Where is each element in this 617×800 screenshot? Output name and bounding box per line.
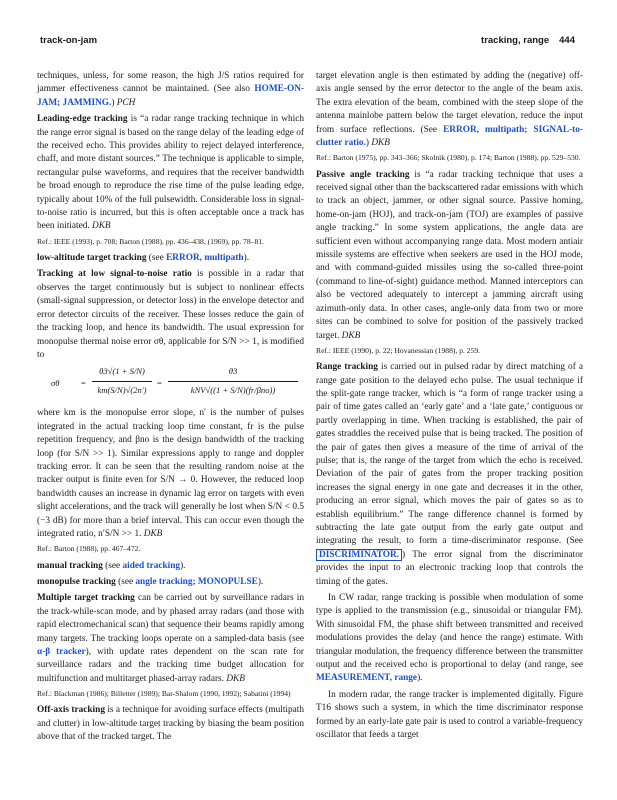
references: Ref.: IEEE (1993), p. 708; Barton (1988), pp. 436–438, (1969), pp. 78–81.	[37, 236, 264, 246]
cross-reference-link[interactable]: angle tracking; MONOPULSE	[135, 577, 258, 587]
running-head-section: tracking, range	[481, 35, 550, 46]
entry-low-altitude-target-tracking: low-altitude target tracking (see ERROR, multipath).	[37, 253, 250, 264]
entry-passive-angle-tracking: Passive angle tracking is “a radar tracking technique that uses a received signal other than the backscattered radar emissions with which to track an object, jammer, or other signal source. Passive homing, home-on-jam (HOJ), and track-on-jam (TOJ) are examples of passive angle tracking.” In some system applications, the angle data are sufficient even without accompanying range data. Most modern antiair missile systems are effective when seekers are used in the HOJ mode, and with command-guided missiles using the so-called three-point (command to line-of-sight) guidance method. Manned interceptors can also be vectored adequately to intercept a jamming aircraft using azimuth-only data. In other cases, angle-only data from two or more sites can be combined to solve for position of the passively tracked target. DKB	[316, 169, 583, 341]
equals-sign: =	[157, 378, 162, 389]
cross-reference-link[interactable]: α-β tracker	[37, 647, 86, 658]
fraction-2-denominator: kNV√((1 + S/N)(fr/βno))	[190, 384, 276, 395]
running-head	[40, 35, 575, 49]
author-initials: DKB	[341, 330, 361, 341]
cross-reference-link[interactable]: MEASUREMENT, range	[316, 673, 418, 684]
references: Ref.: Barton (1975), pp. 343–366; Skolnik (1980), p. 174; Barton (1988), pp. 529–530.	[316, 153, 581, 163]
entry-multiple-target-tracking: Multiple target tracking can be carried out by surveillance radars in the track-while-scan mode, and by phased array radars (and those with rapid electromechanical scan) that sequence their beams rapidly among many targets. The tracking loops operate on a sampled-data basis (see α-β tracker), with update rates dependent on the scan rate for surveillance radars and the tracking time budget allocation for multifunction and multitarget phased-array radars. DKB	[37, 593, 305, 684]
continuation-paragraph: target elevation angle is then estimated by adding the (negative) off-axis angle sensed by the error detector to the angle of the beam axis. The extra elevation of the beam, combined with the steep slope of the antenna mainlobe pattern below the target elevation, reduce the input from surface reflections. (See ERROR, multipath; SIGNAL-to-clutter ratio.) DKB	[316, 71, 583, 149]
entry-manual-tracking: manual tracking (see aided tracking).	[37, 560, 186, 571]
cross-reference-link[interactable]: ERROR, multipath; SIGNAL-to-clutter ratio.	[316, 124, 583, 149]
equation-explanation: where km is the monopulse error slope, n′ is the number of pulses integrated in the actual tracking loop time constant, fr is the pulse repetition frequency, and βno is the design bandwidth of the tracking loop (for S/N >> 1). Similar expressions apply to range and doppler tracking error. It can be seen that the resulting random noise at the tracker output is finite even for S/N → 0. However, the reduced loop bandwidth causes an increase in dynamic lag error on targets with even slight accelerations, and the track will generally be lost when S/N < 0.5 (−3 dB) for more than a brief interval. This can occur even though the integrated ratio, n′S/N >> 1. DKB	[37, 408, 304, 539]
fraction-1-numerator: θ3√(1 + S/N)	[99, 366, 145, 377]
equation-lhs: σθ	[51, 378, 60, 389]
entry-range-tracking: Range tracking is carried out in pulsed radar by direct matching of a range gate position to the delayed echo pulse. The usual technique if the split-gate range tracker, which is “a form of range tracker using a pair of time gates called an ‘early gate’ and a ‘late gate,’ contiguous or partly overlapping in time. When tracking is established, the pair of gates straddles the received pulse that is being tracked. The position of the pair of gates then gives a measure of the time of arrival of the pulse; that is, the range of the target from which the echo is received. Deviation of the pair of gates from the proper tracking position increases the signal energy in one gate and decreases it in the other, producing an error signal, which moves the pair of gates so as to establish equilibrium.” The range difference channel is formed by subtracting the late gate output from the early gate output and integrating the result, to form a time-discriminator response. (See DISCRIMINATOR. ) The error signal from the discriminator provides the input to an electronic tracking loop that controls the timing of the gates.	[316, 362, 583, 587]
continuation-paragraph: techniques, unless, for some reason, the high J/S ratios required for jammer effectiveness cannot be maintained. (See also HOME-ON-JAM; JAMMING.) PCH	[37, 71, 304, 108]
fraction-1	[92, 365, 152, 397]
fraction-2	[168, 365, 298, 397]
entry-term: Leading-edge tracking	[37, 114, 128, 125]
equals-sign: =	[81, 378, 86, 389]
fraction-bar	[168, 381, 298, 382]
fraction-bar	[92, 381, 152, 382]
entry-leading-edge-tracking: Leading-edge tracking is “a radar range tracking technique in which the range error signal is based on the range delay of the leading edge of the received echo. This provides ability to reject delayed interference, chaff, and more distant sources.” The technique is applicable to simple, rectangular pulse waveforms, and requires that the receiver bandwidth be broad enough to reproduce the rise time of the pulse leading edge, typically about 10% of the full pulsewidth. Considerable loss in signal-to-noise ratio is incurred, but this is often acceptable once a track has been initiated. DKB	[37, 114, 304, 232]
author-initials: DKB	[92, 221, 111, 232]
left-column	[37, 70, 304, 748]
references: Ref.: IEEE (1990), p. 22; Hovanessian (1988), p. 259.	[316, 345, 481, 355]
entry-term: Tracking at low signal-to-noise ratio	[37, 269, 192, 280]
running-head-entry: track-on-jam	[40, 35, 98, 46]
fraction-2-numerator: θ3	[228, 366, 238, 377]
cross-reference-link[interactable]: aided tracking	[122, 560, 181, 571]
entry-term: Range tracking	[316, 362, 378, 373]
references: Ref.: Barton (1988), pp. 467–472.	[37, 544, 141, 554]
cross-reference-link[interactable]: DISCRIMINATOR.	[316, 549, 402, 561]
right-column	[316, 70, 583, 746]
entry-monopulse-tracking: monopulse tracking (see angle tracking; MONOPULSE).	[37, 577, 264, 587]
cross-reference-link[interactable]: HOME-ON-JAM; JAMMING.	[37, 84, 304, 108]
author-initials: DKB	[143, 528, 163, 539]
page-number: 444	[559, 35, 575, 46]
entry-term: Off-axis tracking	[37, 705, 105, 716]
author-initials: DKB	[371, 138, 390, 149]
references: Ref.: Blackman (1986); Billetter (1989); Bar-Shalom (1990, 1992); Sabatini (1994)	[37, 689, 291, 699]
fraction-1-denominator: km(S/N)√(2n′)	[97, 384, 147, 395]
entry-term: manual tracking	[37, 560, 103, 571]
author-initials: DKB	[226, 673, 245, 684]
paragraph-cw-radar: In CW radar, range tracking is possible when modulation of some type is applied to the transmission (e.g., sinusoidal or triangular FM). With sinusoidal FM, the phase shift between transmitted and received modulations provides the delay (and hence the range) estimate. With triangular modulation, the frequency difference between the transmitter output and the received echo is proportional to delay (and range, see MEASUREMENT, range).	[316, 593, 583, 684]
equation-noise-error	[37, 365, 304, 403]
entry-off-axis-tracking: Off-axis tracking is a technique for avoiding surface effects (multipath and clutter) in low-altitude target tracking by biasing the beam position above that of the tracked target. The	[37, 705, 304, 743]
cross-reference-link[interactable]: ERROR, multipath	[166, 253, 244, 264]
entry-term: low-altitude target tracking	[37, 253, 147, 264]
entry-term: Multiple target tracking	[37, 593, 135, 604]
author-initials: PCH	[116, 97, 136, 108]
entry-term: Passive angle tracking	[316, 169, 410, 180]
running-head-right	[481, 35, 575, 46]
paragraph-modern-radar: In modern radar, the range tracker is implemented digitally. Figure T16 shows such a system, in which the time discriminator response formed by an early-late gate pair is used to control a variable-frequency oscillator that feeds a target	[316, 689, 583, 741]
entry-term: monopulse tracking	[37, 577, 116, 587]
entry-tracking-low-snr: Tracking at low signal-to-noise ratio is possible in a radar that observes the target continuously but is subject to nonlinear effects (small-signal suppression, or detector loss) in the envelope detector and error detector circuits of the receiver. These losses reduce the gain of the tracking loop, and hence its bandwidth. The usual expression for monopulse thermal noise error σθ, applicable for S/N >> 1, is modified to	[37, 269, 304, 360]
